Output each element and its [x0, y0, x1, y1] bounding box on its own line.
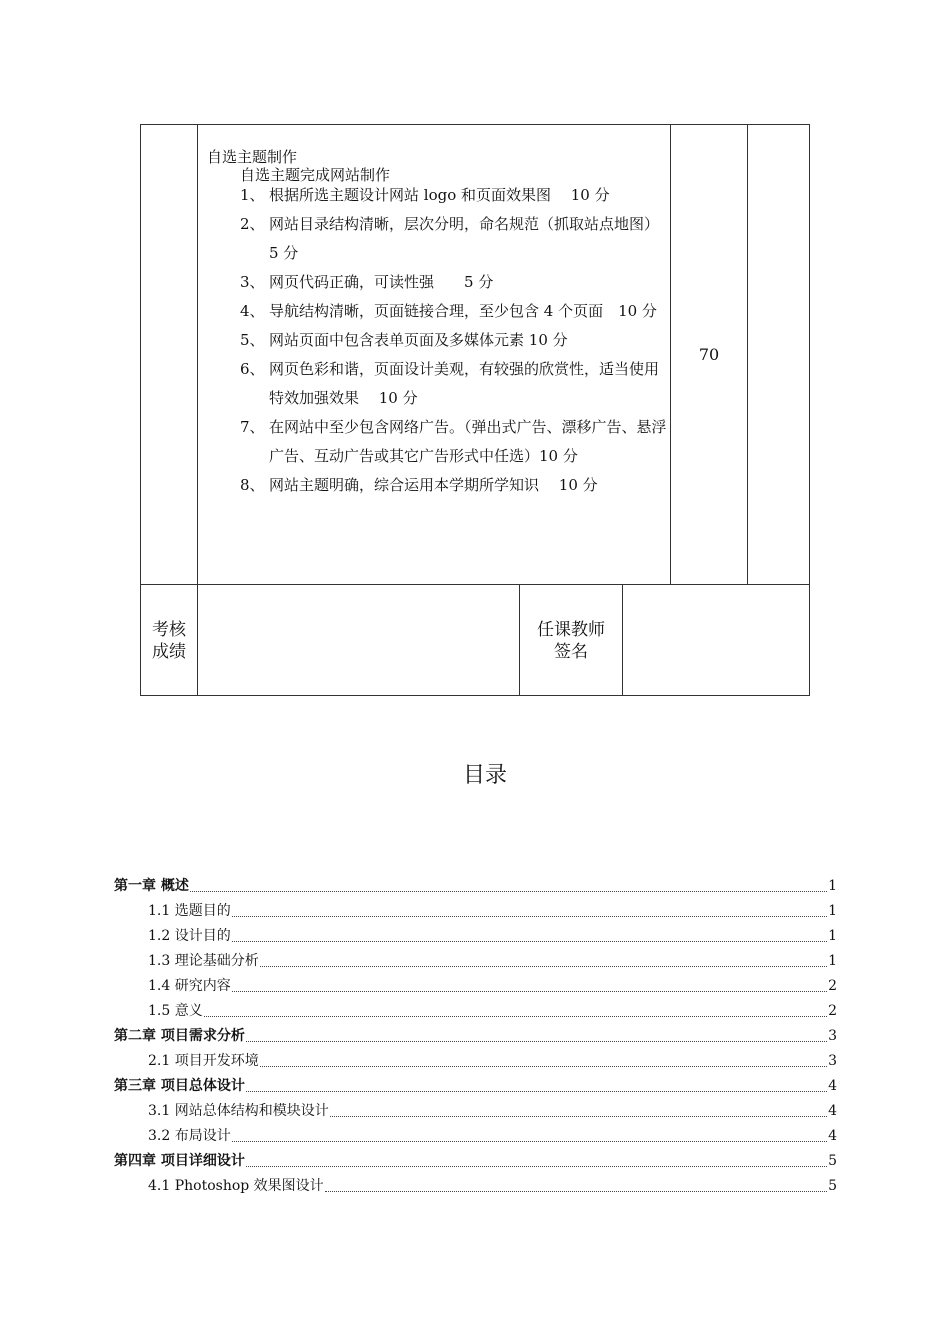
- toc-entry[interactable]: [114, 1174, 837, 1199]
- toc-page-number: 3: [828, 1028, 837, 1044]
- toc-page-number: 2: [828, 1003, 837, 1019]
- toc-entry[interactable]: [114, 1099, 837, 1124]
- toc-entry-text: 3.2 布局设计: [148, 1128, 231, 1144]
- toc-entry-text: 1.2 设计目的: [148, 928, 231, 944]
- criteria-number: 2、: [240, 215, 265, 233]
- criteria-number: 8、: [240, 476, 265, 494]
- toc-dot-leader: [190, 890, 827, 892]
- toc-page-number: 4: [828, 1128, 837, 1144]
- task-title: 自选主题制作: [207, 148, 298, 166]
- criteria-item: [207, 268, 667, 297]
- toc-page-number: 1: [828, 878, 837, 894]
- grade-label-line: 成绩: [152, 642, 186, 662]
- toc-entry[interactable]: [114, 974, 837, 999]
- toc-entry-text: 1.5 意义: [148, 1003, 203, 1019]
- toc-entry-text: 1.4 研究内容: [148, 978, 231, 994]
- criteria-number: 6、: [240, 360, 265, 378]
- table-divider: [747, 124, 748, 585]
- criteria-number: 1、: [240, 186, 265, 204]
- table-divider: [140, 584, 810, 585]
- toc-list: [114, 874, 837, 1199]
- toc-dot-leader: [246, 1165, 827, 1167]
- toc-entry-text: 3.1 网站总体结构和模块设计: [148, 1103, 329, 1119]
- toc-entry[interactable]: [114, 1074, 837, 1099]
- toc-page-number: 3: [828, 1053, 837, 1069]
- criteria-number: 4、: [240, 302, 265, 320]
- toc-entry[interactable]: [114, 1124, 837, 1149]
- teacher-label-line: 任课教师: [537, 620, 605, 640]
- criteria-text: 网站目录结构清晰，层次分明，命名规范（抓取站点地图） 5 分: [269, 215, 667, 262]
- toc-dot-leader: [232, 990, 827, 992]
- toc-dot-leader: [260, 1065, 827, 1067]
- toc-dot-leader: [232, 940, 827, 942]
- grade-label: [142, 619, 196, 663]
- toc-entry[interactable]: [114, 1049, 837, 1074]
- toc-entry[interactable]: [114, 1024, 837, 1049]
- toc-page-number: 4: [828, 1103, 837, 1119]
- criteria-item: [207, 326, 667, 355]
- toc-entry[interactable]: [114, 1149, 837, 1174]
- toc-page-number: 1: [828, 953, 837, 969]
- toc-page-number: 2: [828, 978, 837, 994]
- score-value: 70: [698, 345, 720, 364]
- toc-entry[interactable]: [114, 899, 837, 924]
- toc-dot-leader: [232, 915, 827, 917]
- toc-entry-text: 第三章 项目总体设计: [114, 1078, 245, 1094]
- toc-dot-leader: [260, 965, 827, 967]
- toc-page-number: 1: [828, 928, 837, 944]
- table-divider: [670, 124, 671, 585]
- toc-entry[interactable]: [114, 949, 837, 974]
- toc-dot-leader: [246, 1090, 827, 1092]
- criteria-text: 根据所选主题设计网站 logo 和页面效果图 10 分: [269, 186, 610, 204]
- toc-dot-leader: [204, 1015, 827, 1017]
- toc-entry[interactable]: [114, 924, 837, 949]
- toc-entry[interactable]: [114, 999, 837, 1024]
- criteria-text: 网页代码正确，可读性强 5 分: [269, 273, 494, 291]
- criteria-item: [207, 471, 667, 500]
- toc-entry-text: 4.1 Photoshop 效果图设计: [148, 1178, 324, 1194]
- criteria-text: 网站主题明确，综合运用本学期所学知识 10 分: [269, 476, 598, 494]
- toc-dot-leader: [246, 1040, 827, 1042]
- criteria-number: 5、: [240, 331, 265, 349]
- toc-dot-leader: [330, 1115, 827, 1117]
- criteria-list: [207, 181, 667, 500]
- task-subtitle: 自选主题完成网站制作: [240, 166, 391, 184]
- criteria-item: [207, 181, 667, 210]
- toc-page-number: 4: [828, 1078, 837, 1094]
- toc-page-number: 1: [828, 903, 837, 919]
- task-description: [207, 148, 667, 500]
- teacher-signature-label: [520, 619, 622, 663]
- grade-label-line: 考核: [152, 620, 186, 640]
- criteria-item: [207, 355, 667, 413]
- toc-page-number: 5: [828, 1178, 837, 1194]
- toc-page-number: 5: [828, 1153, 837, 1169]
- toc-title: 目录: [462, 763, 507, 788]
- table-divider: [622, 584, 623, 696]
- toc-entry-text: 第四章 项目详细设计: [114, 1153, 245, 1169]
- teacher-label-line: 签名: [554, 642, 588, 662]
- toc-entry-text: 1.1 选题目的: [148, 903, 231, 919]
- toc-entry[interactable]: [114, 874, 837, 899]
- toc-entry-text: 2.1 项目开发环境: [148, 1053, 259, 1069]
- criteria-item: [207, 297, 667, 326]
- criteria-item: [207, 210, 667, 268]
- criteria-item: [207, 413, 667, 471]
- toc-entry-text: 1.3 理论基础分析: [148, 953, 259, 969]
- toc-entry-text: 第二章 项目需求分析: [114, 1028, 245, 1044]
- toc-dot-leader: [232, 1140, 827, 1142]
- toc-dot-leader: [325, 1190, 827, 1192]
- table-divider: [197, 124, 198, 696]
- criteria-text: 网站页面中包含表单页面及多媒体元素 10 分: [269, 331, 568, 349]
- criteria-text: 在网站中至少包含网络广告。（弹出式广告、漂移广告、悬浮广告、互动广告或其它广告形式中任选）10 分: [269, 418, 667, 465]
- criteria-number: 7、: [240, 418, 265, 436]
- criteria-text: 导航结构清晰，页面链接合理，至少包含 4 个页面 10 分: [269, 302, 657, 320]
- criteria-number: 3、: [240, 273, 265, 291]
- toc-entry-text: 第一章 概述: [114, 878, 189, 894]
- criteria-text: 网页色彩和谐，页面设计美观，有较强的欣赏性，适当使用特效加强效果 10 分: [269, 360, 660, 407]
